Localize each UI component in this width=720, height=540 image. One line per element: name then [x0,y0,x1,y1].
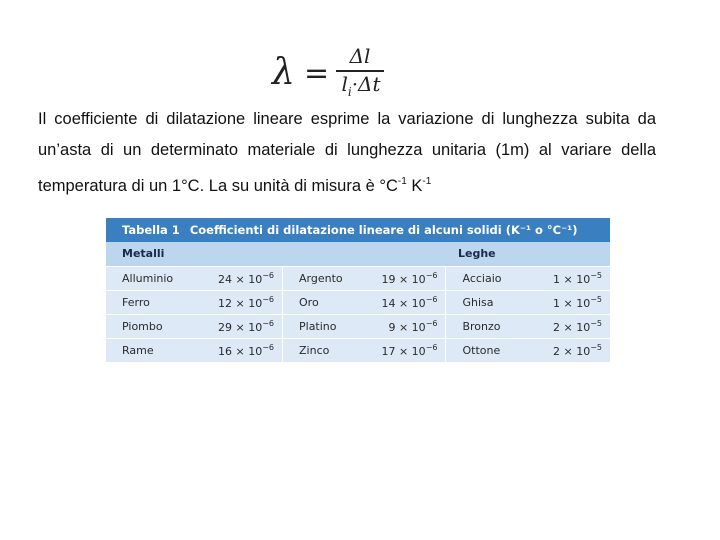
table-row [106,267,610,291]
formula-equals: = [304,56,330,91]
alloy-coefficient: $2 \times 10^{-5}$ [533,339,610,363]
unit-exponent-kelvin: -1 [422,176,432,187]
unit-kelvin: K [406,177,423,195]
metal-coefficient: $24 \times 10^{-6}$ [196,267,282,291]
metal-coefficient: $9 \times 10^{-6}$ [381,315,446,339]
metal-coefficient: $12 \times 10^{-6}$ [196,291,282,315]
table-row [106,291,610,315]
alloy-name: Ottone [446,339,534,363]
metal-name: Platino [283,315,382,339]
table-label: Tabella 1 [122,223,180,237]
formula-lambda: λ [272,52,295,93]
formula-numerator: Δl [349,44,371,68]
alloy-name: Bronzo [446,315,534,339]
metal-coefficient: $14 \times 10^{-6}$ [381,291,446,315]
table-title: Coefficienti di dilatazione lineare di alcuni solidi (K⁻¹ o °C⁻¹) [189,223,578,237]
metal-name: Piombo [106,315,196,339]
metal-name: Rame [106,339,196,363]
table-body [106,267,610,363]
description-paragraph [38,104,656,202]
metal-coefficient: $16 \times 10^{-6}$ [196,339,282,363]
expansion-coefficients-table [106,218,610,363]
table-row [106,315,610,339]
metal-coefficient: $17 \times 10^{-6}$ [381,339,446,363]
metal-name: Alluminio [106,267,196,291]
alloy-coefficient: $1 \times 10^{-5}$ [533,291,610,315]
metal-coefficient: $29 \times 10^{-6}$ [196,315,282,339]
formula-denominator: $l_i\cdot\Delta t$ [341,72,381,99]
alloy-name: Acciaio [446,267,534,291]
unit-exponent-celsius: -1 [397,176,407,187]
metal-name: Oro [283,291,382,315]
description-text: Il coefficiente di dilatazione lineare esprime la variazione di lunghezza subita da un’asta di un determinato materiale di lunghezza unitaria (1m) al variare della temperatura di un 1°C. La su unità di misura è °C [38,110,656,195]
metal-name: Ferro [106,291,196,315]
column-header-leghe: Leghe [458,247,496,260]
alloy-coefficient: $1 \times 10^{-5}$ [533,267,610,291]
table-row [106,339,610,363]
alloy-name: Ghisa [446,291,534,315]
table-column-headers [106,242,610,267]
table-title-bar [106,218,610,242]
metal-coefficient: $19 \times 10^{-6}$ [381,267,446,291]
metal-name: Zinco [283,339,382,363]
linear-expansion-formula [272,44,392,99]
metal-name: Argento [283,267,382,291]
column-header-metalli: Metalli [122,247,165,260]
alloy-coefficient: $2 \times 10^{-5}$ [533,315,610,339]
